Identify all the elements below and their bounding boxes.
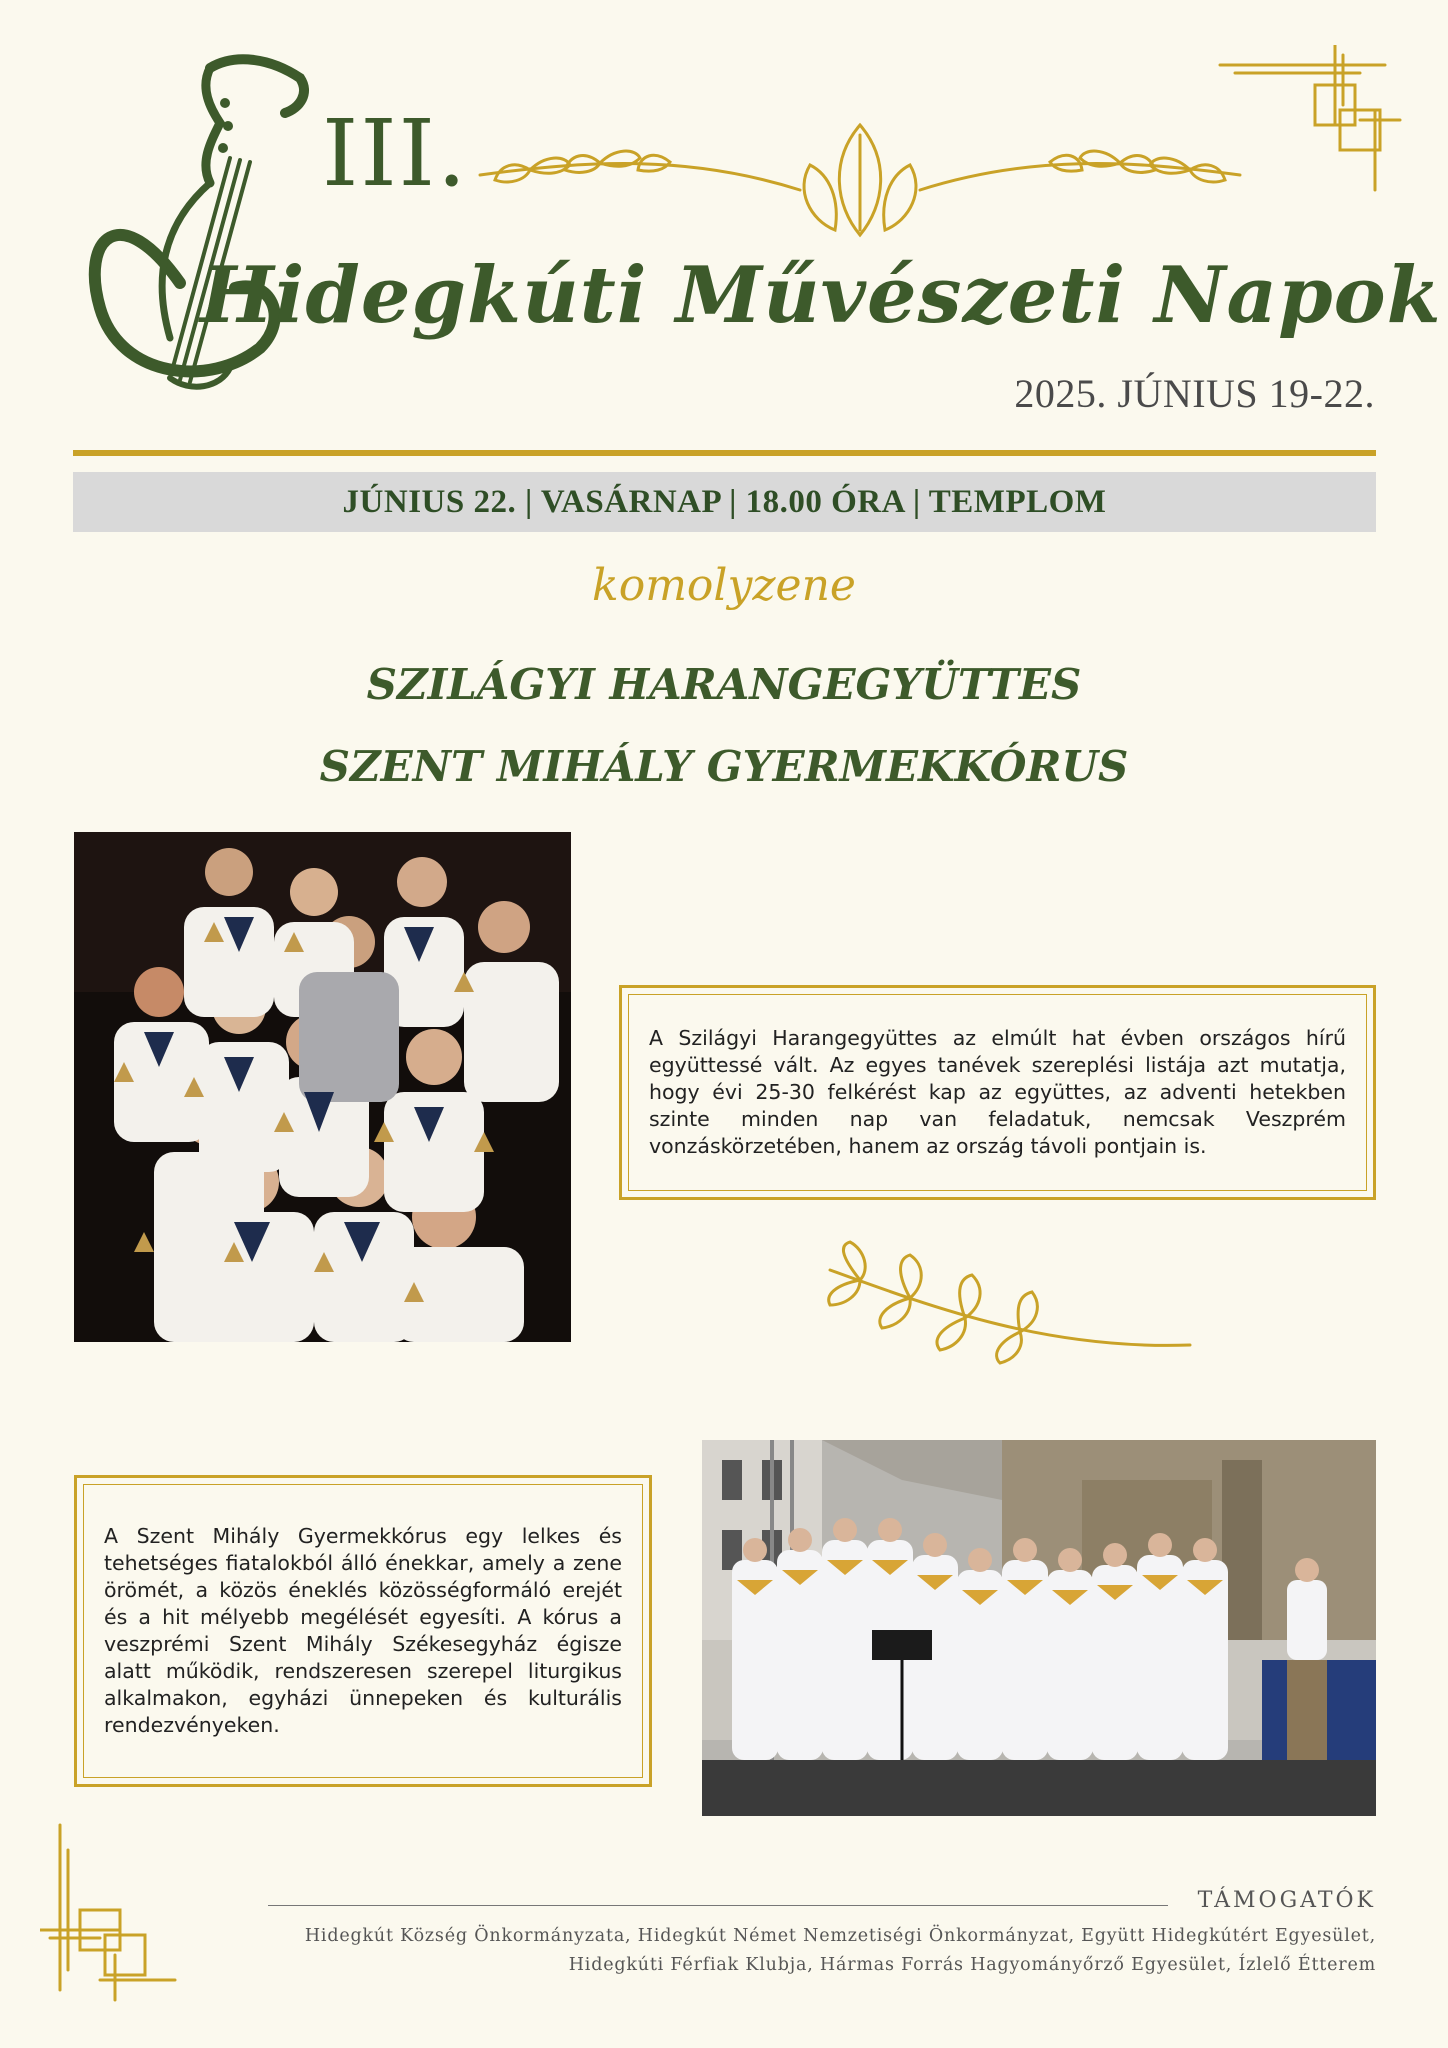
gold-divider (73, 450, 1376, 456)
festival-title: Hidegkúti Művészeti Napok (200, 250, 1442, 341)
sponsor-divider (268, 1905, 1168, 1906)
corner-ornament-icon (40, 1820, 180, 2010)
performer-bell-ensemble: SZILÁGYI HARANGEGYÜTTES (366, 660, 1082, 709)
bell-ensemble-photo (74, 832, 571, 1342)
children-choir-photo (702, 1440, 1376, 1816)
children-choir-description: A Szent Mihály Gyermekkórus egy lelkes és tehetséges fiatalokból álló énekkar, amely a zene örömét, a közös éneklés közösségformáló erejét és a hit mélyebb megélését egyesíti. A kórus a veszprémi Szent Mihály Székesegyház égisze alatt működik, rendszeresen szerepel liturgikus alkalmakon, egyházi ünnepeken és kulturális rendezvényeken. (104, 1524, 622, 1737)
performer-children-choir: SZENT MIHÁLY GYERMEKKÓRUS (319, 742, 1129, 791)
corner-ornament-icon (1215, 45, 1405, 195)
laurel-branch-icon (820, 1240, 1200, 1380)
laurel-branch-icon (470, 120, 1250, 250)
sponsors-line-1: Hidegkút Község Önkormányzata, Hidegkút Német Nemzetiségi Önkormányzat, Együtt Hidegkútért Egyesület, (304, 1926, 1376, 1946)
genre-label: komolyzene (592, 560, 856, 611)
event-info-bar (73, 472, 1376, 532)
sponsors-line-2: Hidegkúti Férfiak Klubja, Hármas Forrás Hagyományőrző Egyesület, Ízlelő Étterem (568, 1955, 1376, 1975)
edition-numeral: III. (322, 100, 469, 207)
sponsors-heading: TÁMOGATÓK (1197, 1888, 1376, 1913)
event-info: JÚNIUS 22. | VASÁRNAP | 18.00 ÓRA | TEMPLOM (342, 483, 1107, 520)
violin-logo-icon (60, 48, 320, 398)
children-choir-textbox (74, 1475, 652, 1787)
festival-dates: 2025. JÚNIUS 19-22. (1014, 371, 1375, 416)
bell-ensemble-description: A Szilágyi Harangegyüttes az elmúlt hat évben országos hírű együttessé vált. Az egyes tanévek szereplési listája azt mutatja, hogy évi 25-30 felkérést kap az együttes, az adventi hetekben szinte minden nap van feladatuk, nemcsak Veszprém vonzáskörzetében, hanem az ország távoli pontjain is. (649, 1026, 1346, 1158)
bell-ensemble-textbox (619, 985, 1376, 1200)
